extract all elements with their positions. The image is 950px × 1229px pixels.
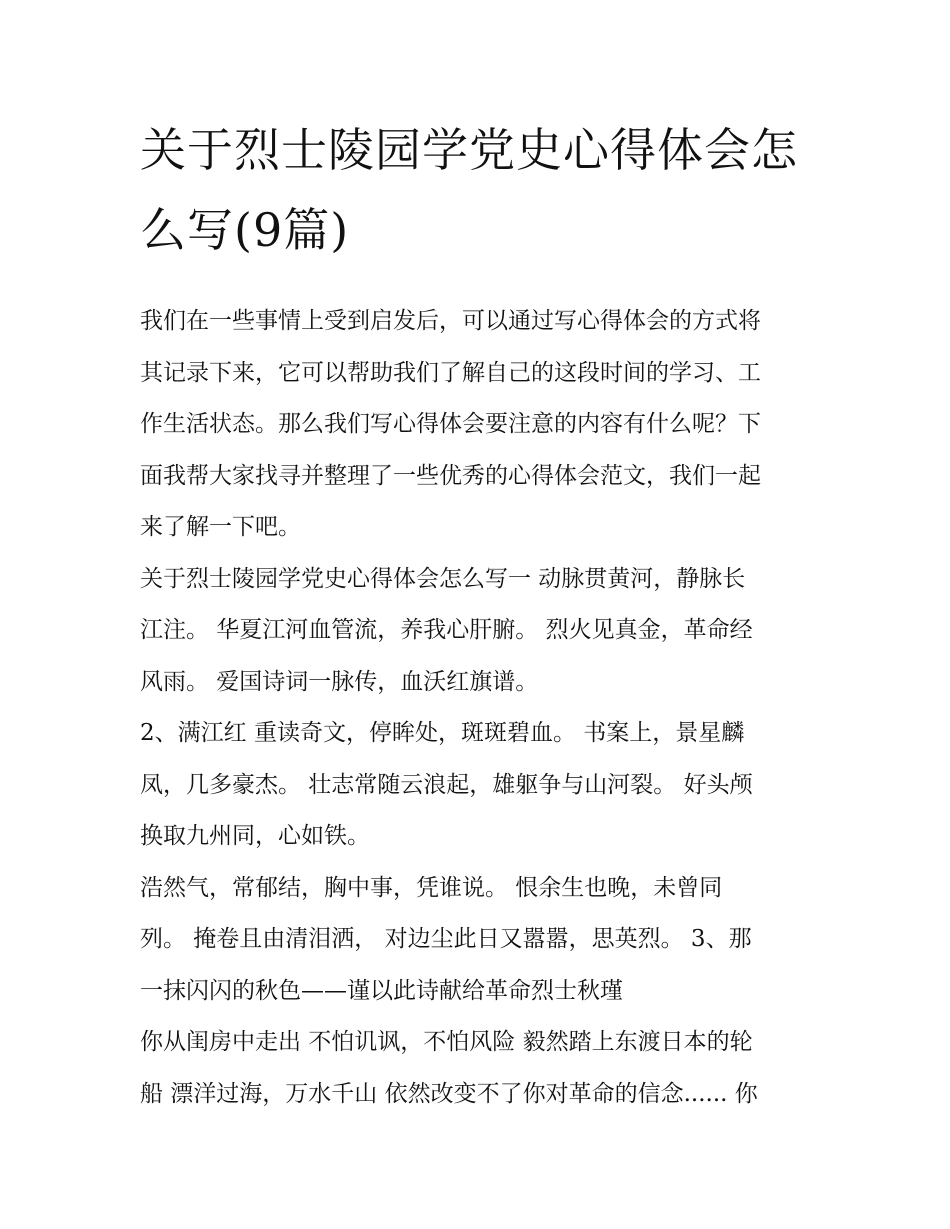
paragraph-poem-qiujin: 你从闺房中走出 不怕讥讽，不怕风险 毅然踏上东渡日本的轮 船 漂洋过海，万水千山 依然改变不了你对革命的信念...... 你 xyxy=(140,1029,758,1107)
paragraph-poem-continued: 浩然气，常郁结，胸中事，凭谁说。 恨余生也晚，未曾同 列。 掩卷且由清泪洒， 对边尘此日又嚣嚣，思英烈。 3、那 一抹闪闪的秋色——谨以此诗献给革命烈士秋瑾 xyxy=(140,874,752,1004)
document-page xyxy=(140,110,812,1120)
paragraph-poem-manjianghong: 2、满江红 重读奇文，停眸处，斑斑碧血。 书案上，景星麟 凤，几多豪杰。 壮志常随云浪起，雄躯争与山河裂。 好头颅 换取九州同，心如铁。 xyxy=(140,720,753,849)
paragraph-section-one: 关于烈士陵园学党史心得体会怎么写一 动脉贯黄河，静脉长 江注。 华夏江河血管流，养我心肝腑。 烈火见真金，革命经 风雨。 爱国诗词一脉传，血沃红旗谱。 xyxy=(140,565,753,695)
document-title: 关于烈士陵园学党史心得体会怎么写(9篇) xyxy=(140,123,798,257)
paragraph-intro: 我们在一些事情上受到启发后，可以通过写心得体会的方式将 其记录下来，它可以帮助我们了解自己的这段时间的学习、工 作生活状态。那么我们写心得体会要注意的内容有什么呢？下 面我帮大家找寻并整理了一些优秀的心得体会范文，我们一起 来了解一下吧。 xyxy=(140,308,761,540)
